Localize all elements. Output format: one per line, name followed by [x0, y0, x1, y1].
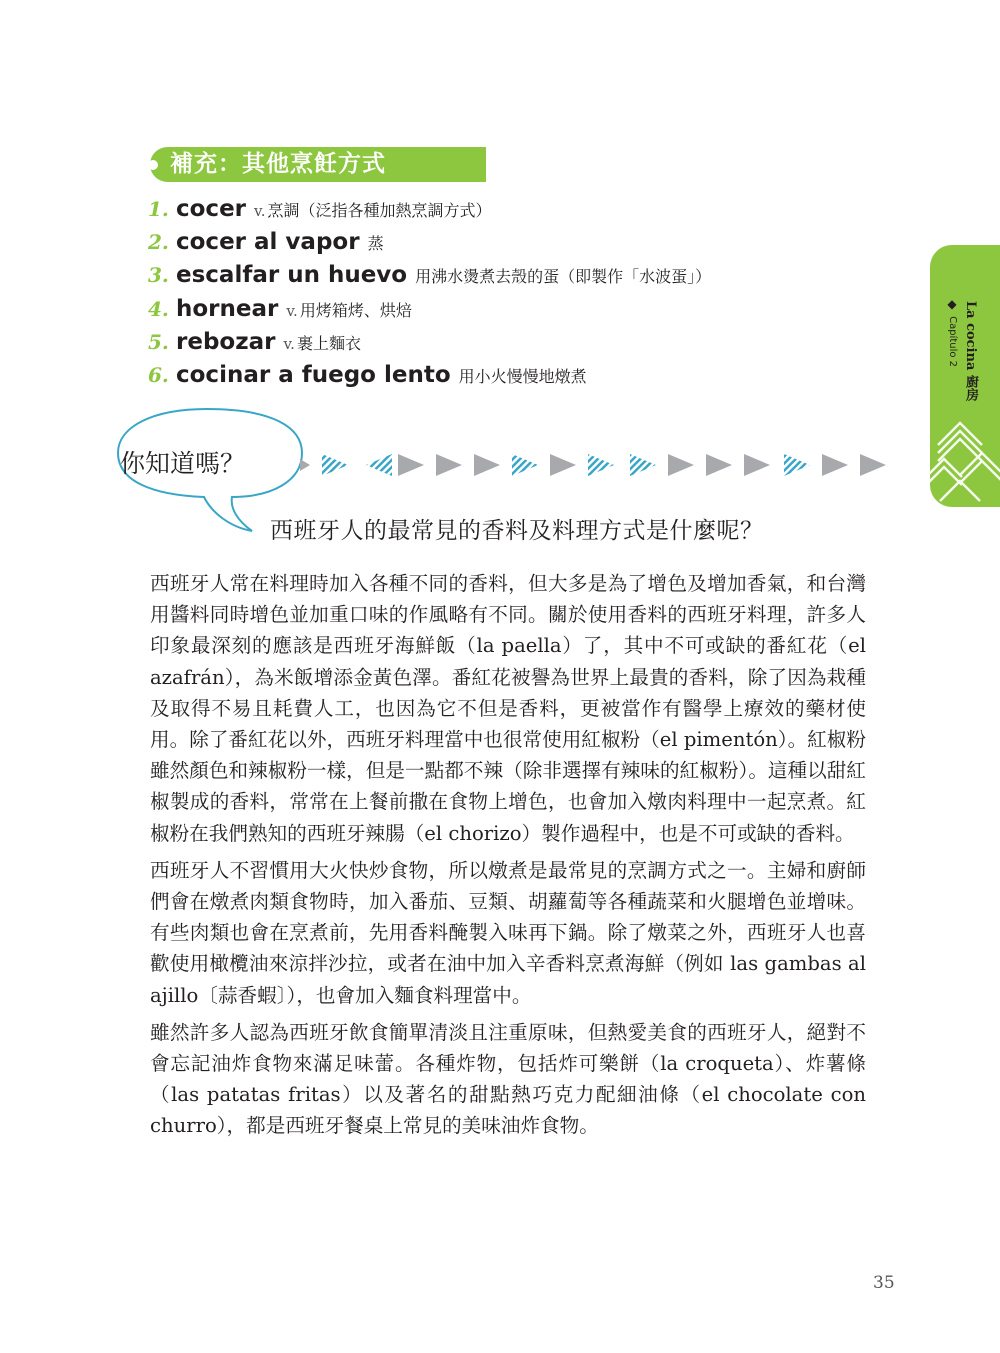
item-number: 6. — [148, 362, 169, 387]
bubble-text: 你知道嗎？ — [120, 449, 246, 478]
item-number: 1. — [148, 197, 169, 221]
item-number: 4. — [148, 296, 169, 321]
part-of-speech: v. — [254, 202, 266, 220]
header-dot-icon — [148, 160, 158, 170]
paragraph: 雖然許多人認為西班牙飲食簡單清淡且注重原味，但熱愛美食的西班牙人，絕對不會忘記油炸食物來滿足味蕾。各種炸物，包括炸可樂餅（la croqueta）、炸薯條（las patatas fritas）以及著名的甜點熱巧克力配細油條（el chocolate con churro），都是西班牙餐桌上常見的美味油炸食物。 — [150, 1020, 866, 1138]
list-item — [148, 196, 848, 229]
list-item — [148, 362, 848, 395]
vocab-definition: 蒸 — [367, 234, 384, 254]
vocab-word: cocer — [176, 196, 247, 222]
chapter-label: Capítulo 2 — [947, 316, 958, 368]
list-item — [148, 262, 848, 295]
vocab-definition: 用烤箱烤、烘焙 — [299, 300, 412, 320]
chapter-title: La cocina 廚房 — [963, 301, 978, 401]
section-title: 補充：其他烹飪方式 — [170, 151, 386, 177]
item-number: 5. — [148, 329, 169, 354]
vocab-list — [148, 196, 848, 395]
section-subtitle: 西班牙人的最常見的香料及料理方式是什麼呢？ — [270, 518, 764, 544]
list-item — [148, 296, 848, 329]
section-header — [150, 147, 486, 182]
part-of-speech: v. — [283, 334, 295, 353]
chapter-side-tab — [930, 245, 1000, 507]
vocab-word: rebozar — [176, 328, 276, 355]
list-item — [148, 229, 848, 262]
vocab-word: cocinar a fuego lento — [176, 361, 451, 388]
diamond-icon: ◆ — [945, 297, 959, 311]
vocab-definition: 烹調（泛指各種加熱烹調方式） — [267, 201, 492, 220]
vocab-definition: 用沸水燙煮去殼的蛋（即製作「水波蛋」） — [415, 267, 712, 287]
paragraph: 西班牙人常在料理時加入各種不同的香料，但大多是為了增色及增加香氣，和台灣用醬料同時增色並加重口味的作風略有不同。關於使用香料的西班牙料理，許多人印象最深刻的應該是西班牙海鮮飯（la paella）了，其中不可或缺的番紅花（el azafrán），為米飯增添金黃色澤。番紅花被譽為世界上最貴的香料，除了因為栽種及取得不易且耗費人工，也因為它不但是香料，更被當作有醫學上療效的藥材使用。除了番紅花以外，西班牙料理當中也很常使用紅椒粉（el pimentón）。紅椒粉雖然顏色和辣椒粉一樣，但是一點都不辣（除非選擇有辣味的紅椒粉）。這種以甜紅椒製成的香料，常常在上餐前撒在食物上增色，也會加入燉肉料理中一起烹煮。紅椒粉在我們熟知的西班牙辣腸（el chorizo）製作過程中，也是不可或缺的香料。 — [150, 572, 866, 845]
page-number: 35 — [873, 1273, 895, 1293]
item-number: 3. — [148, 263, 169, 288]
vocab-word: cocer al vapor — [176, 229, 360, 256]
part-of-speech: v. — [286, 301, 298, 320]
item-number: 2. — [148, 230, 169, 255]
article-body — [150, 568, 866, 1148]
paragraph: 西班牙人不習慣用大火快炒食物，所以燉煮是最常見的烹調方式之一。主婦和廚師們會在燉煮肉類食物時，加入番茄、豆類、胡蘿蔔等各種蔬菜和火腿增色並增味。有些肉類也會在烹煮前，先用香料醃製入味再下鍋。除了燉菜之外，西班牙人也喜歡使用橄欖油來涼拌沙拉，或者在油中加入辛香料烹煮海鮮（例如 las gambas al ajillo〔蒜香蝦〕），也會加入麵食料理當中。 — [150, 858, 866, 1007]
arrow-decoration-icon — [300, 451, 900, 481]
list-item — [148, 329, 848, 362]
vocab-definition: 裹上麵衣 — [296, 333, 361, 353]
vocab-word: escalfar un huevo — [176, 262, 408, 289]
leaf-pattern-icon — [930, 245, 1000, 507]
vocab-definition: 用小火慢慢地燉煮 — [458, 366, 587, 386]
vocab-word: hornear — [176, 295, 279, 322]
